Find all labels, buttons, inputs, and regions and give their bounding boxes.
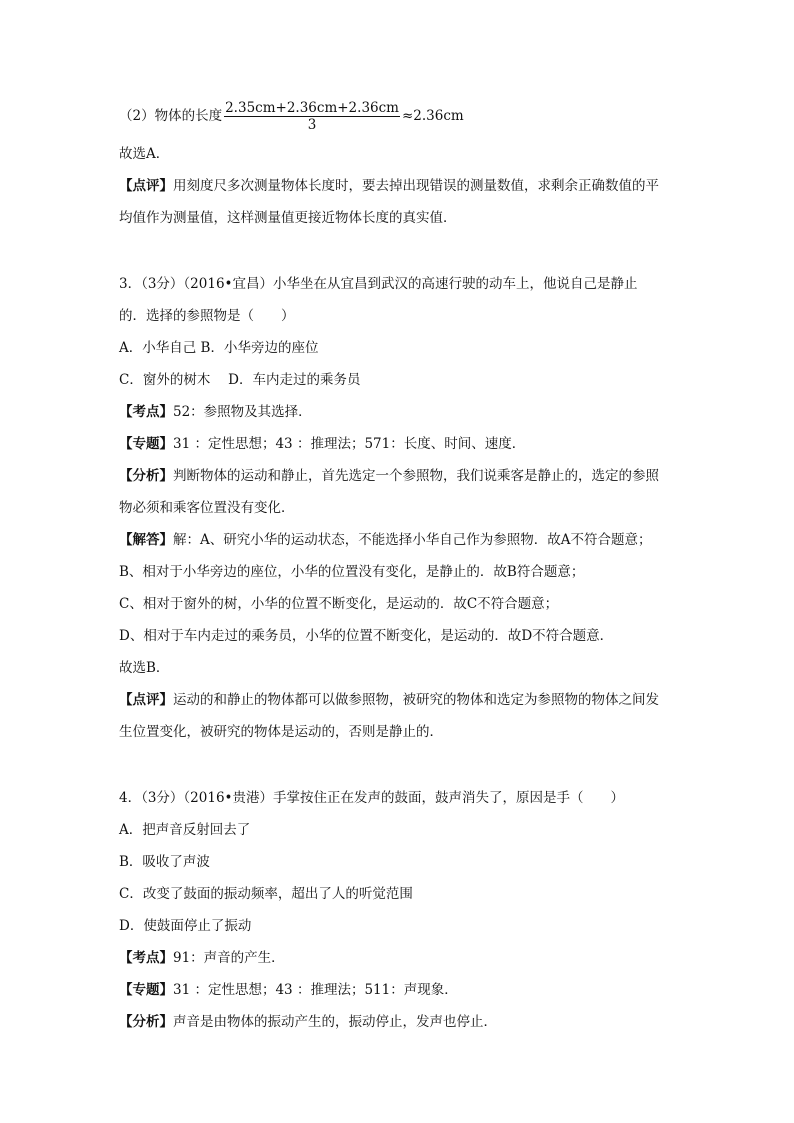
zhuanti-tag: 【专题】 xyxy=(119,982,173,998)
q3-fenxi-2: 物必须和乘客位置没有变化． xyxy=(119,500,295,516)
q3-fenxi-1: 【分析】判断物体的运动和静止，首先选定一个参照物，我们说乘客是静止的，选定的参照 xyxy=(119,468,659,484)
q4-option-c: C．改变了鼓面的振动频率，超出了人的听觉范围 xyxy=(119,886,413,902)
zhuanti-tag: 【专题】 xyxy=(119,436,173,452)
q3-dianping-1: 【点评】运动的和静止的物体都可以做参照物，被研究的物体和选定为参照物的物体之间发 xyxy=(119,692,659,708)
length-label: （2）物体的长度 xyxy=(119,108,223,124)
q3-kaodian: 【考点】52：参照物及其选择． xyxy=(119,404,312,420)
jieda-tag: 【解答】 xyxy=(119,532,173,548)
q4-option-d: D．使鼓面停止了振动 xyxy=(119,918,252,934)
average-fraction xyxy=(224,100,400,133)
q3-options-cd: C．窗外的树木 D．车内走过的乘务员 xyxy=(119,372,361,388)
fraction-numerator: 2.35cm+2.36cm+2.36cm xyxy=(225,100,399,116)
q4-option-a: A．把声音反射回去了 xyxy=(119,822,251,838)
q3-answer: 故选B． xyxy=(119,660,170,676)
q3-stem-2: 的．选择的参照物是（ ） xyxy=(119,308,295,324)
q3-jieda-1: 【解答】解：A、研究小华的运动状态，不能选择小华自己作为参照物．故A不符合题意； xyxy=(119,532,652,548)
kaodian-tag: 【考点】 xyxy=(119,404,173,420)
q3-options-ab: A．小华自己 B．小华旁边的座位 xyxy=(119,340,319,356)
q4-option-b: B．吸收了声波 xyxy=(119,854,210,870)
comment-line-2: 均值作为测量值，这样测量值更接近物体长度的真实值． xyxy=(119,210,457,226)
dianping-tag: 【点评】 xyxy=(119,692,173,708)
kaodian-tag: 【考点】 xyxy=(119,950,173,966)
q3-zhuanti: 【专题】31 ：定性思想；43 ：推理法；571：长度、时间、速度． xyxy=(119,436,526,452)
q3-jieda-2: B、相对于小华旁边的座位，小华的位置没有变化，是静止的．故B符合题意； xyxy=(119,564,585,580)
q4-zhuanti: 【专题】31 ：定性思想；43 ：推理法；511：声现象． xyxy=(119,982,458,998)
q3-jieda-3: C、相对于窗外的树，小华的位置不断变化，是运动的．故C不符合题意； xyxy=(119,596,559,612)
fraction-denominator: 3 xyxy=(307,117,317,133)
q3-jieda-4: D、相对于车内走过的乘务员，小华的位置不断变化，是运动的．故D不符合题意． xyxy=(119,628,614,644)
comment-tag: 【点评】 xyxy=(119,178,173,194)
q4-fenxi: 【分析】声音是由物体的振动产生的，振动停止，发声也停止． xyxy=(119,1014,497,1030)
formula-line xyxy=(119,100,464,133)
fenxi-tag: 【分析】 xyxy=(119,1014,173,1030)
comment-line-1: 【点评】用刻度尺多次测量物体长度时，要去掉出现错误的测量数值，求剩余正确数值的平 xyxy=(119,178,659,194)
q3-dianping-2: 生位置变化，被研究的物体是运动的，否则是静止的． xyxy=(119,724,443,740)
length-result: ≈2.36cm xyxy=(401,108,464,124)
answer-line: 故选A． xyxy=(119,146,170,162)
fenxi-tag: 【分析】 xyxy=(119,468,173,484)
q3-stem-1: 3．（3分）（2016•宜昌）小华坐在从宜昌到武汉的高速行驶的动车上，他说自己是静止 xyxy=(119,276,638,292)
q4-kaodian: 【考点】91：声音的产生． xyxy=(119,950,285,966)
q4-stem: 4．（3分）（2016•贵港）手掌按住正在发声的鼓面，鼓声消失了，原因是手（ ） xyxy=(119,790,624,806)
